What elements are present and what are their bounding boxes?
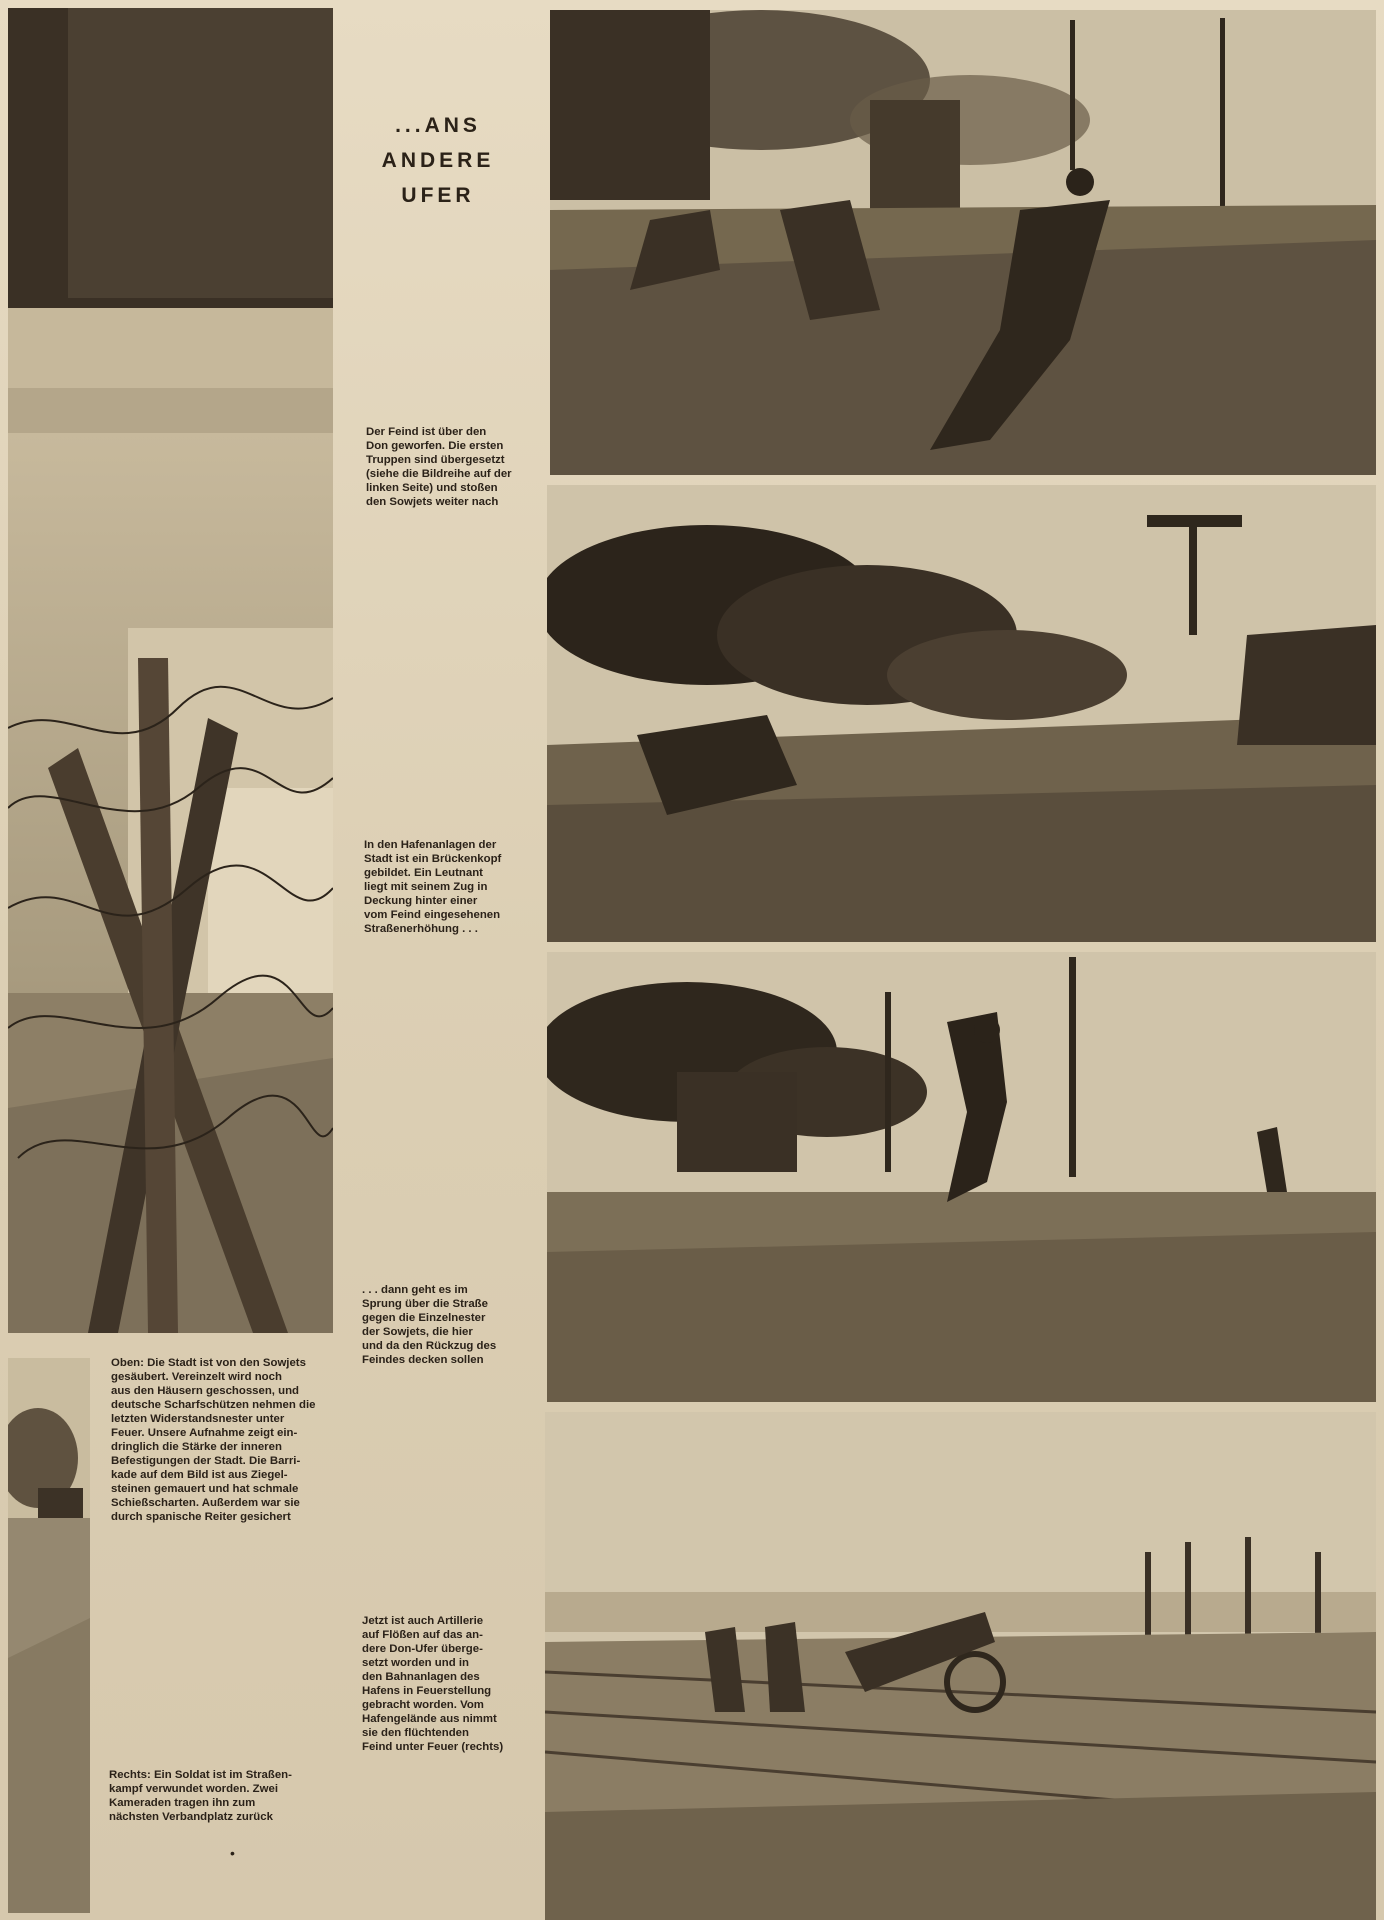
photo-barricade [8,8,333,1333]
caption-bridgehead: In den Hafenanlagen der Stadt ist ein Brückenkopf gebildet. Ein Leutnant liegt mit seinem Zug in Deckung hinter einer vom Feind eingesehenen Straßenerhöhung . . . [364,839,502,935]
photo-soldiers-advance [550,10,1376,475]
photo-bridgehead-smoke [547,485,1376,942]
caption-sprint: . . . dann geht es im Sprung über die Straße gegen die Einzelnester der Sowjets, die hier und da den Rückzug des Feindes decken sollen [362,1284,497,1366]
caption-artillery: Jetzt ist auch Artillerie auf Flößen auf das an- dere Don-Ufer überge- setzt worden und in den Bahnanlagen des Hafens in Feuerstellung gebracht worden. Vom Hafengelände aus nimmt sie den flüchtenden Feind unter Feuer (rechts) [362,1615,504,1753]
photo-street-wounded [8,1358,90,1913]
page-mark: • [230,1845,235,1861]
caption-wounded: Rechts: Ein Soldat ist im Straßen- kampf verwundet worden. Zwei Kameraden tragen ihn zum nächsten Verbandplatz zurück [109,1769,292,1823]
caption-advance: Der Feind ist über den Don geworfen. Die ersten Truppen sind übergesetzt (siehe die Bildreihe auf der linken Seite) und stoßen den Sowjets weiter nach [366,426,512,508]
page-title: ...ANS ANDERE UFER [381,114,495,207]
photo-artillery-railyard [545,1412,1376,1920]
caption-barricade: Oben: Die Stadt ist von den Sowjets gesäubert. Vereinzelt wird noch aus den Häusern geschossen, und deutsche Scharfschützen nehmen die letzten Widerstandsnester unter Feuer. Unsere Aufnahme zeigt ein- dringlich die Stärke der inneren Befestigungen der Stadt. Die Barri- kade auf dem Bild ist aus Ziegel- steinen gemauert und hat schmale Schießscharten. Außerdem war sie durch spanische Reiter gesichert [111,1357,316,1523]
photo-street-sprint [547,952,1376,1402]
